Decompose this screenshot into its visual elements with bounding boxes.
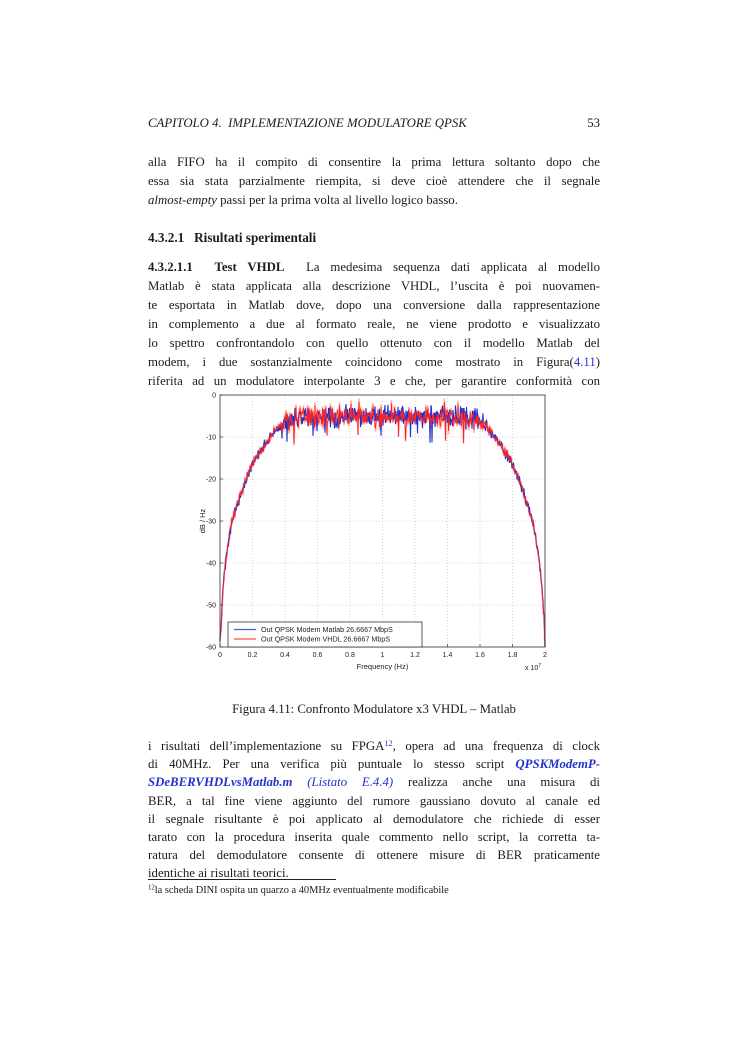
x-tick-label: 1.8 [507, 652, 518, 659]
section-heading: 4.3.2.1 Risultati sperimentali [148, 230, 317, 245]
script-name-link[interactable]: QPSKModemP- [515, 757, 600, 772]
x-tick-label: 1.2 [410, 652, 420, 659]
figure-caption: Figura 4.11: Confronto Modulatore x3 VHDL – Matlab [232, 702, 516, 716]
text-line: BER, a tal fine viene aggiunto del rumore gaussiano dovuto al canale ed [148, 793, 600, 808]
x-axis-multiplier: x $10^7$ [525, 663, 542, 672]
y-tick-label: -60 [205, 644, 216, 652]
figure-4-11 [197, 389, 562, 686]
text-line: te esportata in Matlab dove, dopo una conversione dalla rappresentazione [148, 298, 600, 312]
figure-ref-link[interactable]: 4.11 [573, 355, 596, 369]
spectrum-chart [197, 389, 562, 681]
text-line: essa sia stata parzialmente riempita, si deve cioè attendere che il segnale [148, 174, 600, 188]
legend-entry-label: Out QPSK Modem VHDL 26.6667 MbpS [261, 634, 391, 644]
x-tick-label: 0.4 [280, 652, 290, 659]
text-line: SDeBERVHDLvsMatlab.m (Listato E.4.4) realizza anche una misura di [148, 775, 600, 790]
text-line: il segnale risultante è poi applicato al demodulatore che richiede di esser [148, 811, 600, 826]
text-line: tarato con la procedura inserita quale commento nello script, la corretta ta- [148, 830, 600, 845]
text-line: 4.3.2.1.1 Test VHDL La medesima sequenza dati applicata al modello [148, 260, 600, 274]
page-number: 53 [587, 116, 600, 130]
x-tick-label: 1 [380, 652, 385, 659]
y-tick-label: -30 [205, 518, 216, 526]
y-tick-label: -40 [205, 560, 216, 568]
text-line: riferita ad un modulatore interpolante 3 e che, per garantire conformità con [148, 374, 600, 388]
vhdl-trace-halo [220, 399, 545, 648]
y-axis-label: dB / Hz [198, 508, 207, 534]
x-axis-label: Frequency (Hz) [356, 662, 409, 671]
text-line: in complemento a due al formato reale, ne viene prodotto e visualizzato [148, 317, 600, 331]
x-tick-label: 0.8 [345, 652, 355, 659]
y-tick-label: 0 [212, 392, 216, 400]
x-tick-label: 2 [543, 652, 547, 659]
text-line: modem, i due sostanzialmente coincidono come mostrato in Figura(4.11) [148, 355, 600, 369]
footnote [148, 884, 600, 898]
footnote-rule [148, 879, 336, 880]
text-line: alla FIFO ha il compito di consentire la prima lettura soltanto dopo che [148, 155, 600, 169]
footnote-ref-link[interactable]: 12 [384, 738, 393, 748]
text-line: identiche ai risultati teorici. [148, 866, 289, 881]
text-line: di 40MHz. Per una verifica più puntuale lo stesso script QPSKModemP- [148, 757, 600, 772]
listing-ref-link[interactable]: (Listato E.4.4) [307, 775, 394, 790]
x-tick-label: 0.6 [312, 652, 323, 659]
paragraph-fpga-results [148, 737, 600, 883]
y-tick-label: -20 [205, 476, 216, 484]
running-title: CAPITOLO 4. IMPLEMENTAZIONE MODULATORE QPSK [148, 116, 467, 130]
page-header [148, 116, 600, 131]
text-line: ratura del demodulatore consente di ottenere misure di BER praticamente [148, 848, 600, 863]
y-tick-label: -10 [205, 434, 216, 442]
paragraph-fifo [148, 153, 600, 210]
text-line: $^{12}$la scheda DINI ospita un quarzo a 40MHz eventualmente modificabile [148, 884, 449, 896]
x-tick-label: 0 [218, 652, 222, 659]
text-line: almost-empty passi per la prima volta al livello logico basso. [148, 193, 458, 207]
text-line: i risultati dell’implementazione su FPGA$^{12}$, opera ad una frequenza di clock [148, 738, 600, 753]
legend-entry-label: Out QPSK Modem Matlab 26.6667 MbpS [261, 625, 393, 634]
text-line: Matlab è stata applicata alla descrizione VHDL, l’uscita è poi nuovamen- [148, 279, 600, 293]
y-tick-label: -50 [205, 602, 216, 610]
x-tick-label: 0.2 [247, 652, 258, 659]
x-tick-label: 1.4 [442, 652, 453, 659]
text-line: lo spettro confrontandolo con quello ottenuto con il modello Matlab del [148, 336, 600, 350]
paragraph-test-vhdl [148, 258, 600, 391]
x-tick-label: 1.6 [475, 652, 485, 659]
script-name-link[interactable]: SDeBERVHDLvsMatlab.m [148, 775, 293, 790]
